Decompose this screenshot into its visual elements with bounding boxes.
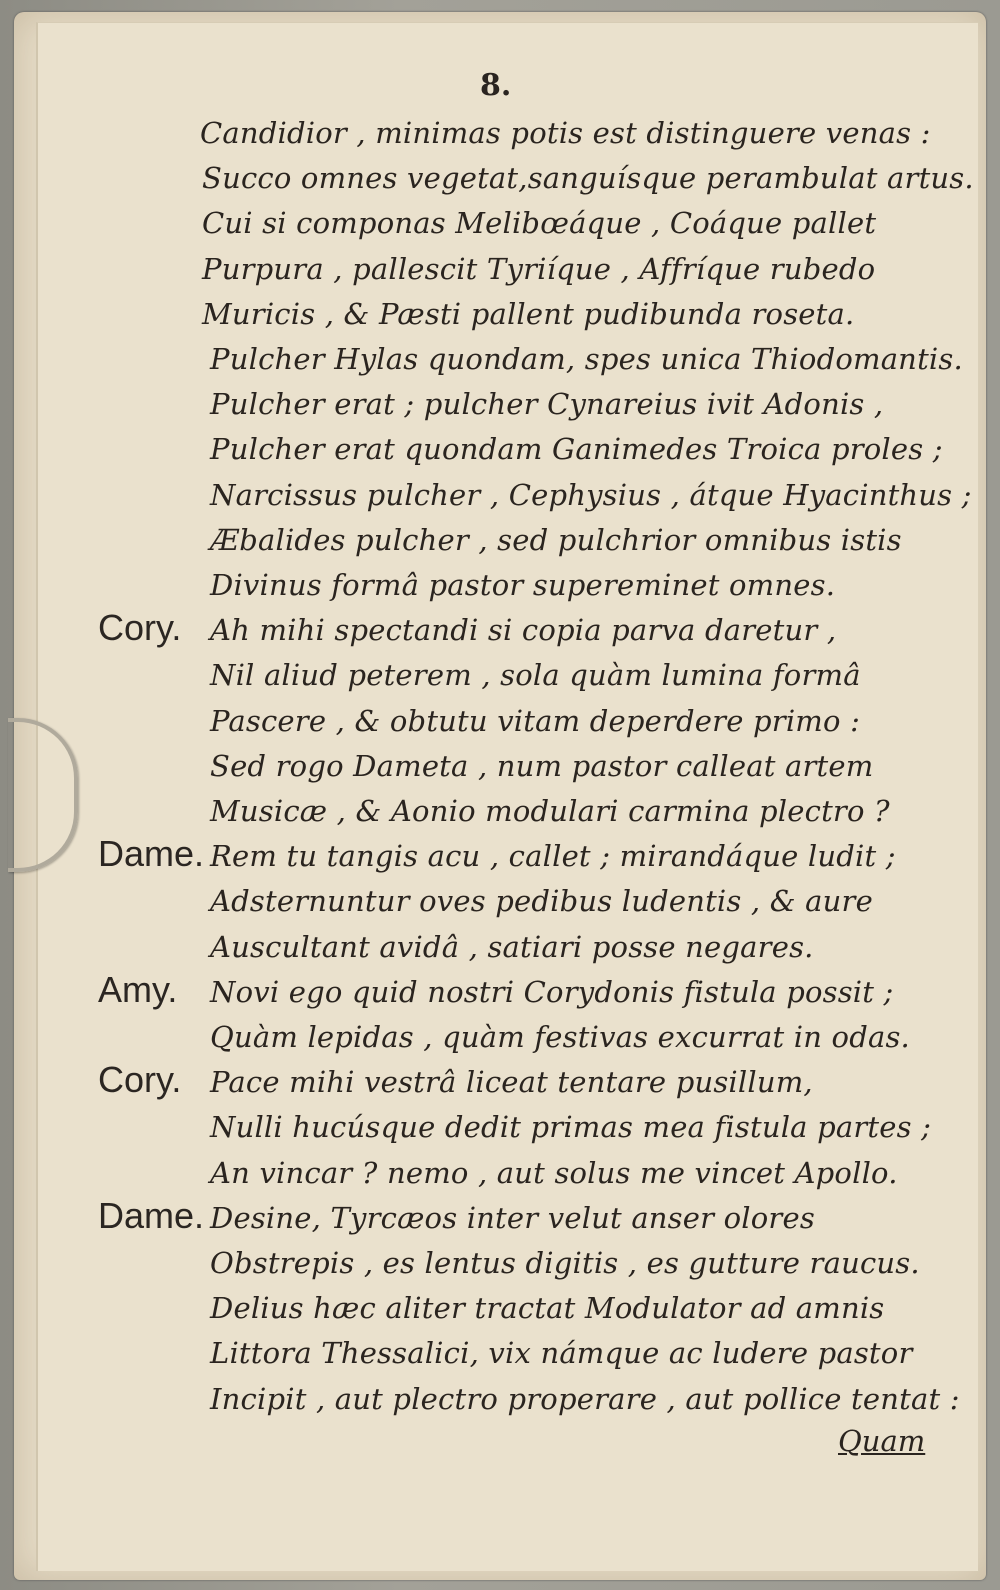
verse-line: Auscultant avidâ , satiari posse negares. <box>210 930 814 964</box>
verse-line: Divinus formâ pastor supereminet omnes. <box>210 568 836 602</box>
verse-line: Quàm lepidas , quàm festivas excurrat in odas. <box>210 1020 910 1054</box>
verse-line: Pascere , & obtutu vitam deperdere primo : <box>210 704 861 738</box>
verse-line: Purpura , pallescit Tyriíque , Affríque rubedo <box>202 252 876 286</box>
verse-line: Cui si componas Melibœáque , Coáque pallet <box>202 206 877 240</box>
verse-line: Nulli hucúsque dedit primas mea fistula partes ; <box>210 1110 932 1144</box>
verse-line: Desine, Tyrcæos inter velut anser olores <box>210 1201 815 1235</box>
verse-line: Candidior , minimas potis est distinguere venas : <box>200 116 931 150</box>
verse-line: Sed rogo Dameta , num pastor calleat artem <box>210 749 874 783</box>
verse-line: Musicæ , & Aonio modulari carmina plectro ? <box>210 794 890 828</box>
verse-line: Adsternuntur oves pedibus ludentis , & aure <box>210 884 873 918</box>
verse-line: Muricis , & Pæsti pallent pudibunda roseta. <box>202 297 855 331</box>
speaker-label: Cory. <box>98 607 182 648</box>
verse-line: Pulcher erat ; pulcher Cynareius ivit Adonis , <box>210 387 884 421</box>
catchword: Quam <box>838 1424 926 1458</box>
speaker-label: Amy. <box>98 969 178 1010</box>
verse-line: Pulcher erat quondam Ganimedes Troica proles ; <box>210 432 943 466</box>
verse-line: Obstrepis , es lentus digitis , es gutture raucus. <box>210 1246 920 1280</box>
verse-line: Littora Thessalici, vix námque ac ludere pastor <box>210 1336 913 1370</box>
page-number: 8. <box>480 68 512 103</box>
speaker-label: Cory. <box>98 1059 182 1100</box>
verse-line: Succo omnes vegetat,sanguísque perambulat artus. <box>202 161 974 195</box>
verse-line: Pulcher Hylas quondam, spes unica Thiodomantis. <box>210 342 963 376</box>
verse-line: Nil aliud peterem , sola quàm lumina formâ <box>210 658 861 692</box>
speaker-label: Dame. <box>98 1195 205 1236</box>
verse-line: Delius hæc aliter tractat Modulator ad amnis <box>210 1291 885 1325</box>
verse-line: Ah mihi spectandi si copia parva daretur , <box>210 613 837 647</box>
speaker-label: Dame. <box>98 833 205 874</box>
verse-line: Rem tu tangis acu , callet ; mirandáque ludit ; <box>210 839 896 873</box>
verse-line: Æbalides pulcher , sed pulchrior omnibus istis <box>210 523 902 557</box>
verse-line: Novi ego quid nostri Corydonis fistula possit ; <box>210 975 894 1009</box>
verse-line: Narcissus pulcher , Cephysius , átque Hyacinthus ; <box>210 478 972 512</box>
verse-line: Pace mihi vestrâ liceat tentare pusillum, <box>210 1065 813 1099</box>
verse-line: Incipit , aut plectro properare , aut pollice tentat : <box>210 1382 960 1416</box>
verse-line: An vincar ? nemo , aut solus me vincet Apollo. <box>210 1156 898 1190</box>
